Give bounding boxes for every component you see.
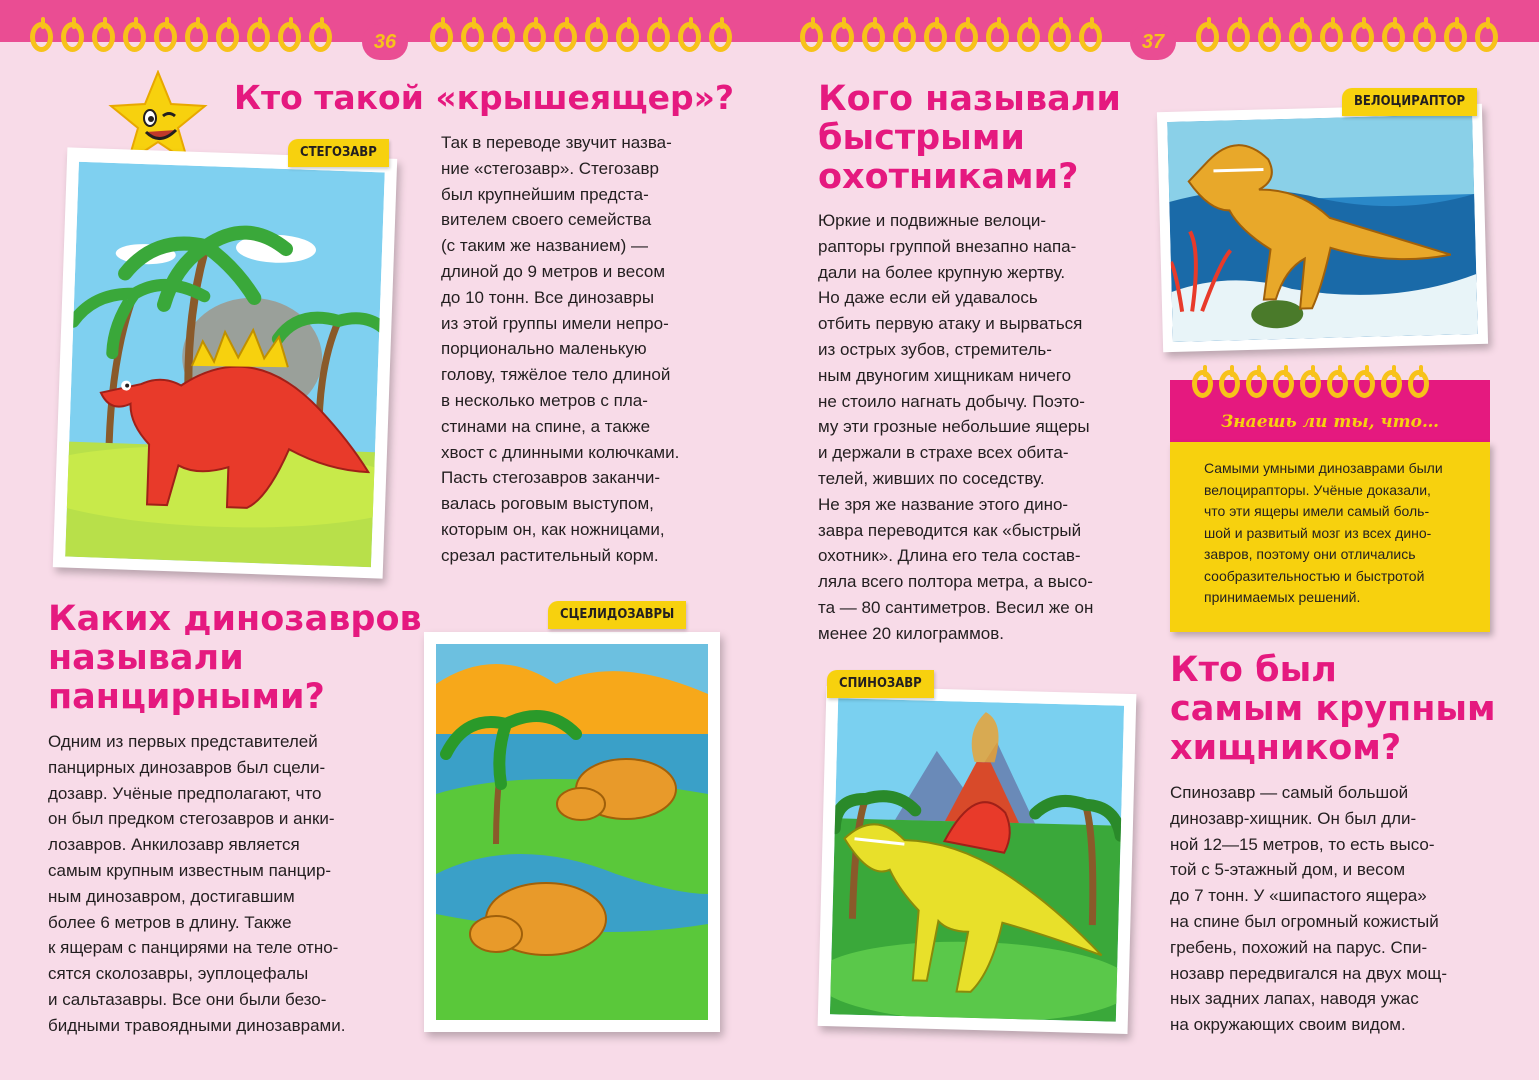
ring-icon [430,22,453,52]
ring-icon [1048,22,1071,52]
text-line: дозавр. Учёные предполагают, что [48,783,322,803]
heading-line: Кого называли [818,79,1121,119]
armored-dinosaurs-text [48,729,408,1039]
spiral-rings-left-2 [430,22,732,62]
text-line: на спине был огромный кожистый [1170,911,1439,931]
ring-icon [986,22,1009,52]
heading-line: Кто был [1170,650,1337,690]
stegosaurus-photo [53,147,397,578]
ring-icon [1273,370,1294,398]
ring-icon [1246,370,1267,398]
stegosaurus-tag: СТЕГОЗАВР [288,139,389,167]
text-line: лозавров. Анкилозавр является [48,835,300,855]
ring-icon [1196,22,1219,52]
text-line: которым он, как ножницами, [441,519,665,539]
scelidosaurus-photo [424,632,720,1032]
ring-icon [1192,370,1213,398]
ring-icon [955,22,978,52]
ring-icon [709,22,732,52]
fact-text [1204,458,1464,609]
fact-spiral-rings [1192,370,1429,398]
ring-icon [123,22,146,52]
ring-icon [278,22,301,52]
ring-icon [893,22,916,52]
text-line: завров, поэтому они отличались [1204,546,1416,562]
text-line: рапторы группой внезапно напа- [818,236,1077,256]
ring-icon [647,22,670,52]
ring-icon [1351,22,1374,52]
text-line: стинами на спине, а также [441,416,651,436]
text-line: валась роговым выступом, [441,494,654,514]
text-line: ляла всего полтора метра, а высо- [818,572,1093,592]
text-line: дали на более крупную жертву. [818,262,1066,282]
text-line: панцирных динозавров был сцели- [48,757,326,777]
heading-line: хищником? [1170,728,1402,769]
ring-icon [461,22,484,52]
text-line: он был предком стегозавров и анки- [48,809,335,829]
spiral-rings-right-2 [1196,22,1498,62]
ring-icon [523,22,546,52]
heading-line: самым крупным [1170,689,1496,730]
text-line: той с 5-этажный дом, и весом [1170,860,1406,880]
text-line: охотник». Длина его тела состав- [818,546,1081,566]
text-line: сообразительностью и быстротой [1204,567,1425,584]
text-line: и держали в страхе всех обита- [818,443,1069,463]
stegosaurus-text [441,130,751,569]
ring-icon [924,22,947,52]
ring-icon [1354,370,1375,398]
velociraptor-photo [1157,104,1488,352]
ring-icon [1300,370,1321,398]
text-line: гребень, похожий на парус. Спи- [1170,937,1428,957]
heading-line: панцирными? [48,677,325,718]
text-line: вителем своего семейства [441,210,652,230]
text-line: ным динозавром, достигавшим [48,886,295,906]
text-line: Не зря же название этого дино- [818,494,1069,514]
spinosaurus-photo [818,686,1137,1034]
stegosaurus-illustration [65,162,385,567]
text-line: длиной до 9 метров и весом [441,261,666,281]
ring-icon [492,22,515,52]
text-line: ной 12—15 метров, то есть высо- [1170,834,1435,854]
largest-predator-text [1170,780,1510,1038]
ring-icon [309,22,332,52]
spinosaurus-illustration [830,698,1124,1021]
text-line: сятся сколозавры, эуплоцефалы [48,964,309,984]
text-line: ние «стегозавр». Стегозавр [441,158,659,178]
text-line: велоцирапторы. Учёные доказали, [1204,481,1431,498]
velociraptor-illustration [1167,114,1478,342]
text-line: хвост с длинными колючками. [441,442,680,462]
ring-icon [216,22,239,52]
text-line: до 7 тонн. У «шипастого ящера» [1170,886,1427,906]
ring-icon [1475,22,1498,52]
ring-icon [1381,370,1402,398]
armored-dinosaurs-heading [48,600,422,718]
text-line: ным двуногим хищникам ничего [818,365,1072,385]
fast-hunters-text [818,208,1148,647]
text-line: менее 20 килограммов. [818,623,1004,643]
text-line: та — 80 сантиметров. Весил же он [818,597,1094,617]
text-line: был крупнейшим предста- [441,184,649,204]
ring-icon [185,22,208,52]
ring-icon [585,22,608,52]
ring-icon [1219,370,1240,398]
ring-icon [1258,22,1281,52]
text-line: на окружающих своим видом. [1170,1015,1406,1035]
text-line: к ящерам с панцирями на теле отно- [48,938,339,958]
text-line: Самыми умными динозаврами были [1204,460,1443,476]
text-line: из острых зубов, стремитель- [818,339,1052,359]
ring-icon [1444,22,1467,52]
text-line: не стоило нагнать добычу. Поэто- [818,391,1085,411]
text-line: отбить первую атаку и вырваться [818,314,1083,334]
text-line: Одним из первых представителей [48,732,318,751]
text-line: из этой группы имели непро- [441,313,669,333]
ring-icon [1413,22,1436,52]
ring-icon [554,22,577,52]
text-line: и сальтазавры. Все они были безо- [48,989,327,1009]
text-line: шой и развитый мозг из всех дино- [1204,524,1432,541]
spiral-rings-left [30,22,332,62]
text-line: что эти ящеры имели самый боль- [1204,503,1430,519]
page-number-right: 37 [1130,24,1176,60]
text-line: бидными травоядными динозаврами. [48,1015,346,1035]
stegosaurus-heading: Кто такой «крышеящер»? [234,78,735,117]
text-line: голову, тяжёлое тело длиной [441,365,671,385]
text-line: ных задних лапах, наводя ужас [1170,989,1419,1009]
did-you-know-box [1170,380,1490,630]
fast-hunters-heading [818,80,1121,198]
spinosaurus-tag: СПИНОЗАВР [827,670,934,698]
ring-icon [92,22,115,52]
ring-icon [1382,22,1405,52]
text-line: завра переводится как «быстрый [818,520,1082,540]
text-line: телей, живших по соседству. [818,468,1045,488]
scelidosaurus-illustration [436,644,708,1020]
text-line: динозавр-хищник. Он был дли- [1170,808,1417,828]
text-line: (с таким же названием) — [441,236,648,256]
text-line: му эти грозные небольшие ящеры [818,417,1090,437]
heading-line: быстрыми [818,118,1025,159]
text-line: Спинозавр — самый большой [1170,783,1409,802]
text-line: нозавр передвигался на двух мощ- [1170,963,1448,983]
fact-title: Знаешь ли ты, что… [1221,412,1439,432]
fact-body [1170,442,1490,632]
scelidosaurus-tag: СЦЕЛИДОЗАВРЫ [548,601,686,629]
spiral-rings-right [800,22,1102,62]
ring-icon [862,22,885,52]
ring-icon [1289,22,1312,52]
ring-icon [1017,22,1040,52]
ring-icon [61,22,84,52]
ring-icon [800,22,823,52]
ring-icon [678,22,701,52]
ring-icon [1327,370,1348,398]
ring-icon [247,22,270,52]
velociraptor-tag: ВЕЛОЦИРАПТОР [1342,88,1477,116]
text-line: Но даже если ей удавалось [818,288,1038,308]
text-line: Пасть стегозавров заканчи- [441,468,661,488]
page-number-left: 36 [362,24,408,60]
text-line: до 10 тонн. Все динозавры [441,287,655,307]
text-line: Юркие и подвижные велоци- [818,211,1047,230]
heading-line: Каких динозавров [48,599,422,639]
ring-icon [154,22,177,52]
text-line: в несколько метров с пла- [441,390,648,410]
ring-icon [616,22,639,52]
text-line: порционально маленькую [441,339,647,359]
ring-icon [831,22,854,52]
text-line: более 6 метров в длину. Также [48,912,292,932]
ring-icon [1320,22,1343,52]
text-line: принимаемых решений. [1204,589,1361,605]
ring-icon [1227,22,1250,52]
heading-line: охотниками? [818,157,1079,198]
ring-icon [1079,22,1102,52]
text-line: срезал растительный корм. [441,545,659,565]
ring-icon [30,22,53,52]
text-line: Так в переводе звучит назва- [441,133,672,152]
text-line: самым крупным известным панцир- [48,860,331,880]
largest-predator-heading [1170,651,1496,769]
ring-icon [1408,370,1429,398]
heading-line: называли [48,638,244,679]
